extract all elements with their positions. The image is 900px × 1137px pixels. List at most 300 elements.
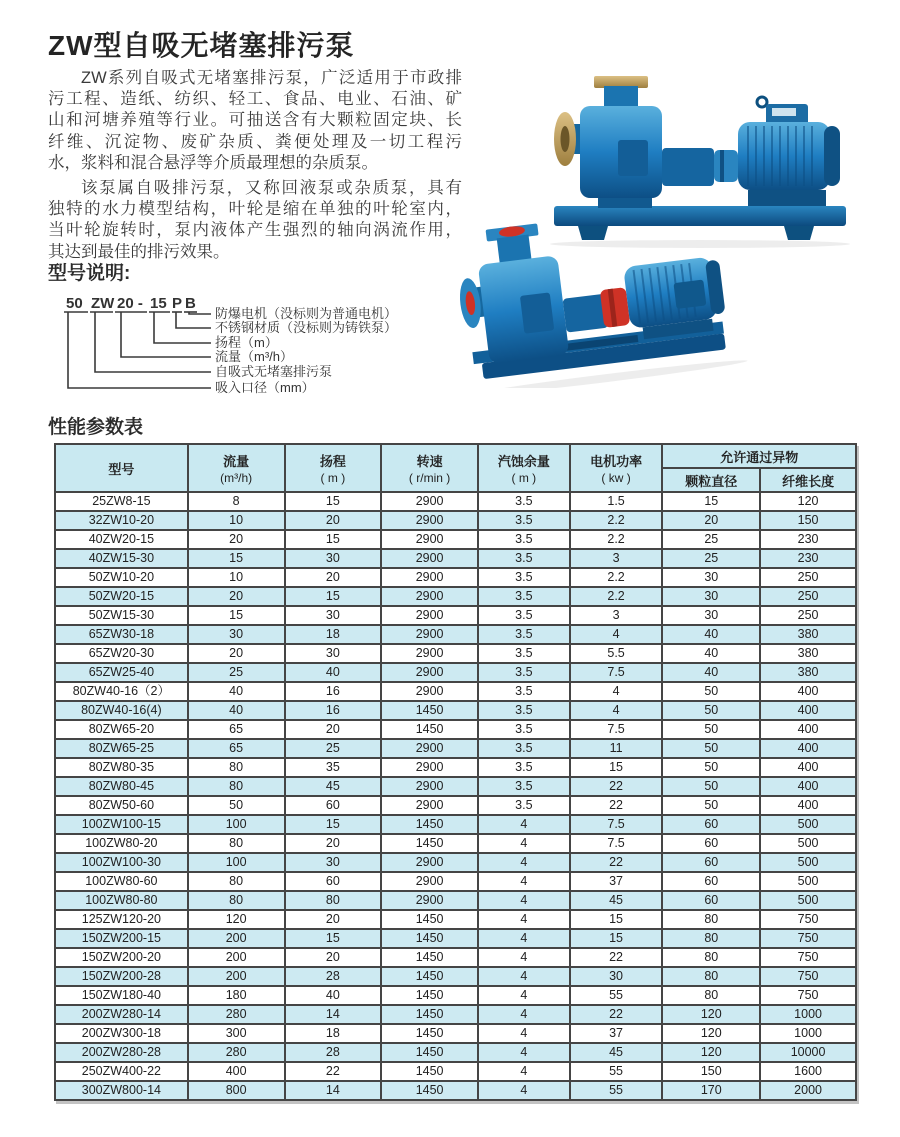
- cell-value: 1450: [381, 929, 478, 948]
- cell-value: 2900: [381, 606, 478, 625]
- cell-value: 3.5: [478, 777, 570, 796]
- cell-value: 3.5: [478, 796, 570, 815]
- cell-value: 30: [662, 568, 760, 587]
- cell-value: 22: [570, 777, 663, 796]
- cell-value: 14: [285, 1005, 382, 1024]
- cell-value: 18: [285, 625, 382, 644]
- cell-value: 3.5: [478, 701, 570, 720]
- cell-model: 65ZW30-18: [55, 625, 188, 644]
- col-header-speed-unit: ( r/min ): [408, 471, 451, 485]
- cell-value: 60: [662, 834, 760, 853]
- cell-value: 45: [570, 891, 663, 910]
- cell-model: 200ZW280-14: [55, 1005, 188, 1024]
- cell-value: 100: [188, 853, 285, 872]
- table-row: [55, 682, 856, 701]
- cell-value: 20: [662, 511, 760, 530]
- col-header-flow-label: 流量: [223, 454, 250, 469]
- cell-value: 15: [662, 492, 760, 511]
- performance-table: [54, 443, 857, 1101]
- cell-value: 380: [760, 663, 856, 682]
- cell-value: 4: [478, 815, 570, 834]
- cell-value: 750: [760, 967, 856, 986]
- diagram-label-suction: 吸入口径（mm）: [215, 380, 315, 395]
- table-row: [55, 872, 856, 891]
- cell-model: 65ZW20-30: [55, 644, 188, 663]
- cell-value: 40: [662, 663, 760, 682]
- cell-value: 2900: [381, 511, 478, 530]
- cell-value: 120: [662, 1005, 760, 1024]
- cell-value: 80: [662, 910, 760, 929]
- cell-value: 80: [662, 986, 760, 1005]
- table-row: [55, 929, 856, 948]
- cell-model: 80ZW80-35: [55, 758, 188, 777]
- table-row: [55, 663, 856, 682]
- cell-value: 15: [285, 929, 382, 948]
- paragraph-line: 水，浆料和混合悬浮等介质最理想的杂质泵。: [48, 153, 378, 172]
- cell-value: 22: [570, 948, 663, 967]
- cell-value: 50: [662, 682, 760, 701]
- cell-model: 80ZW40-16（2）: [55, 682, 188, 701]
- col-header-npsh: [478, 444, 570, 492]
- diagram-label-material: 不锈钢材质（没标则为铸铁泵）: [215, 320, 398, 335]
- table-row: [55, 815, 856, 834]
- cell-value: 15: [570, 929, 663, 948]
- cell-value: 16: [285, 682, 382, 701]
- cell-value: 2900: [381, 872, 478, 891]
- cell-value: 400: [760, 701, 856, 720]
- cell-value: 3.5: [478, 625, 570, 644]
- cell-value: 150: [760, 511, 856, 530]
- cell-value: 180: [188, 986, 285, 1005]
- table-row: [55, 568, 856, 587]
- cell-value: 60: [662, 872, 760, 891]
- table-row: [55, 625, 856, 644]
- cell-value: 2900: [381, 777, 478, 796]
- cell-value: 1450: [381, 1062, 478, 1081]
- cell-value: 1450: [381, 910, 478, 929]
- table-row: [55, 948, 856, 967]
- cell-value: 30: [662, 606, 760, 625]
- cell-value: 2900: [381, 796, 478, 815]
- cell-model: 80ZW40-16(4): [55, 701, 188, 720]
- cell-value: 50: [188, 796, 285, 815]
- col-header-head-label: 扬程: [319, 454, 346, 469]
- cell-value: 40: [662, 644, 760, 663]
- table-row: [55, 701, 856, 720]
- cell-model: 100ZW80-20: [55, 834, 188, 853]
- cell-value: 55: [570, 1062, 663, 1081]
- code-part-head: 15: [150, 295, 167, 312]
- cell-model: 100ZW80-60: [55, 872, 188, 891]
- table-row: [55, 606, 856, 625]
- cell-value: 4: [478, 910, 570, 929]
- cell-value: 250: [760, 606, 856, 625]
- cell-value: 20: [188, 587, 285, 606]
- cell-value: 8: [188, 492, 285, 511]
- cell-value: 5.5: [570, 644, 663, 663]
- cell-value: 750: [760, 948, 856, 967]
- cell-value: 4: [478, 1005, 570, 1024]
- code-part-material: P: [172, 295, 183, 312]
- cell-value: 3.5: [478, 739, 570, 758]
- cell-value: 80: [188, 758, 285, 777]
- cell-value: 4: [478, 1062, 570, 1081]
- cell-value: 10000: [760, 1043, 856, 1062]
- col-header-head-unit: ( m ): [320, 471, 346, 485]
- cell-model: 50ZW15-30: [55, 606, 188, 625]
- cell-value: 1450: [381, 1043, 478, 1062]
- cell-value: 230: [760, 549, 856, 568]
- cell-value: 30: [285, 606, 382, 625]
- cell-value: 2900: [381, 682, 478, 701]
- cell-value: 2900: [381, 853, 478, 872]
- cell-value: 60: [662, 853, 760, 872]
- table-row: [55, 777, 856, 796]
- cell-model: 80ZW80-45: [55, 777, 188, 796]
- cell-value: 2.2: [570, 587, 663, 606]
- cell-value: 3.5: [478, 682, 570, 701]
- cell-value: 20: [285, 910, 382, 929]
- cell-value: 65: [188, 720, 285, 739]
- cell-value: 2900: [381, 530, 478, 549]
- cell-value: 60: [662, 815, 760, 834]
- table-row: [55, 549, 856, 568]
- cell-value: 14: [285, 1081, 382, 1100]
- cell-model: 250ZW400-22: [55, 1062, 188, 1081]
- col-header-flow: [188, 444, 285, 492]
- cell-value: 15: [285, 815, 382, 834]
- cell-value: 80: [662, 967, 760, 986]
- cell-value: 25: [285, 739, 382, 758]
- col-header-fiber-length: 纤维长度: [760, 468, 856, 492]
- cell-model: 40ZW20-15: [55, 530, 188, 549]
- cell-value: 1000: [760, 1024, 856, 1043]
- cell-value: 3.5: [478, 492, 570, 511]
- pump-photo-2: [448, 196, 756, 388]
- cell-value: 2900: [381, 739, 478, 758]
- cell-value: 400: [760, 739, 856, 758]
- cell-value: 15: [285, 587, 382, 606]
- table-row: [55, 910, 856, 929]
- cell-value: 2900: [381, 549, 478, 568]
- table-row: [55, 796, 856, 815]
- cell-value: 80: [662, 948, 760, 967]
- cell-model: 200ZW280-28: [55, 1043, 188, 1062]
- cell-value: 7.5: [570, 720, 663, 739]
- cell-value: 30: [662, 587, 760, 606]
- cell-value: 80: [188, 834, 285, 853]
- cell-value: 300: [188, 1024, 285, 1043]
- cell-value: 4: [478, 986, 570, 1005]
- col-header-npsh-unit: ( m ): [511, 471, 537, 485]
- table-row: [55, 739, 856, 758]
- cell-value: 4: [478, 948, 570, 967]
- cell-model: 300ZW800-14: [55, 1081, 188, 1100]
- cell-value: 80: [285, 891, 382, 910]
- intro-paragraph-1: [48, 68, 462, 174]
- cell-value: 20: [285, 568, 382, 587]
- cell-value: 280: [188, 1043, 285, 1062]
- cell-value: 2.2: [570, 511, 663, 530]
- cell-value: 3: [570, 606, 663, 625]
- cell-value: 15: [570, 758, 663, 777]
- page-title: ZW型自吸无堵塞排污泵: [48, 30, 355, 61]
- cell-value: 1450: [381, 701, 478, 720]
- table-row: [55, 986, 856, 1005]
- cell-value: 22: [570, 853, 663, 872]
- table-row: [55, 758, 856, 777]
- cell-value: 1450: [381, 1024, 478, 1043]
- paragraph-line: 污工程、造纸、纺织、轻工、食品、电业、石油、矿: [48, 90, 462, 109]
- table-row: [55, 853, 856, 872]
- cell-value: 400: [760, 720, 856, 739]
- cell-value: 45: [570, 1043, 663, 1062]
- cell-value: 15: [285, 492, 382, 511]
- cell-value: 400: [760, 796, 856, 815]
- table-row: [55, 1081, 856, 1100]
- paragraph-line: ZW系列自吸式无堵塞排污泵，广泛适用于市政排: [81, 69, 462, 87]
- col-header-speed: [381, 444, 478, 492]
- cell-model: 40ZW15-30: [55, 549, 188, 568]
- cell-value: 500: [760, 891, 856, 910]
- cell-value: 16: [285, 701, 382, 720]
- cell-value: 50: [662, 777, 760, 796]
- cell-value: 40: [285, 663, 382, 682]
- cell-value: 750: [760, 986, 856, 1005]
- cell-value: 4: [570, 625, 663, 644]
- cell-value: 1450: [381, 720, 478, 739]
- cell-value: 400: [188, 1062, 285, 1081]
- cell-value: 30: [285, 853, 382, 872]
- cell-value: 20: [188, 644, 285, 663]
- cell-value: 7.5: [570, 834, 663, 853]
- cell-value: 11: [570, 739, 663, 758]
- cell-model: 65ZW25-40: [55, 663, 188, 682]
- cell-value: 7.5: [570, 815, 663, 834]
- cell-value: 30: [188, 625, 285, 644]
- cell-value: 1450: [381, 948, 478, 967]
- cell-value: 230: [760, 530, 856, 549]
- cell-value: 2900: [381, 492, 478, 511]
- paragraph-line: 独特的水力模型结构，叶轮是缩在单独的叶轮室内，: [48, 200, 462, 219]
- cell-value: 28: [285, 1043, 382, 1062]
- table-row: [55, 587, 856, 606]
- cell-value: 4: [570, 682, 663, 701]
- cell-value: 20: [285, 511, 382, 530]
- cell-value: 2.2: [570, 530, 663, 549]
- table-header-row-1: [55, 444, 856, 468]
- cell-value: 7.5: [570, 663, 663, 682]
- cell-value: 15: [570, 910, 663, 929]
- col-header-head: [285, 444, 382, 492]
- cell-value: 120: [760, 492, 856, 511]
- cell-value: 4: [478, 1081, 570, 1100]
- code-part-motor: B: [185, 295, 196, 312]
- model-section-heading: 型号说明:: [48, 263, 131, 284]
- cell-value: 2900: [381, 587, 478, 606]
- cell-value: 80: [188, 872, 285, 891]
- cell-value: 22: [570, 1005, 663, 1024]
- cell-value: 18: [285, 1024, 382, 1043]
- cell-value: 2900: [381, 568, 478, 587]
- cell-value: 30: [570, 967, 663, 986]
- cell-value: 60: [662, 891, 760, 910]
- cell-value: 250: [760, 587, 856, 606]
- table-row: [55, 492, 856, 511]
- cell-value: 2000: [760, 1081, 856, 1100]
- cell-value: 50: [662, 739, 760, 758]
- table-row: [55, 720, 856, 739]
- cell-value: 3.5: [478, 720, 570, 739]
- cell-value: 20: [285, 720, 382, 739]
- table-row: [55, 530, 856, 549]
- cell-value: 1450: [381, 967, 478, 986]
- code-part-suction: 50: [66, 295, 83, 312]
- cell-value: 4: [478, 967, 570, 986]
- cell-value: 120: [188, 910, 285, 929]
- cell-value: 500: [760, 853, 856, 872]
- cell-value: 30: [285, 549, 382, 568]
- cell-value: 1450: [381, 1081, 478, 1100]
- col-header-power-unit: ( kw ): [601, 471, 631, 485]
- cell-model: 80ZW50-60: [55, 796, 188, 815]
- cell-value: 1000: [760, 1005, 856, 1024]
- cell-value: 380: [760, 625, 856, 644]
- cell-value: 500: [760, 834, 856, 853]
- cell-value: 3.5: [478, 530, 570, 549]
- model-code-diagram: [55, 292, 475, 404]
- cell-value: 35: [285, 758, 382, 777]
- cell-value: 170: [662, 1081, 760, 1100]
- cell-value: 100: [188, 815, 285, 834]
- table-row: [55, 1043, 856, 1062]
- table-row: [55, 1005, 856, 1024]
- col-header-power-label: 电机功率: [590, 454, 643, 469]
- cell-value: 3: [570, 549, 663, 568]
- paragraph-line: 其达到最佳的排污效果。: [48, 242, 230, 261]
- cell-value: 15: [188, 549, 285, 568]
- cell-model: 100ZW100-30: [55, 853, 188, 872]
- col-header-speed-label: 转速: [416, 454, 443, 469]
- cell-model: 100ZW100-15: [55, 815, 188, 834]
- cell-value: 3.5: [478, 758, 570, 777]
- cell-value: 400: [760, 758, 856, 777]
- table-row: [55, 511, 856, 530]
- cell-value: 400: [760, 682, 856, 701]
- cell-value: 25: [662, 549, 760, 568]
- cell-value: 28: [285, 967, 382, 986]
- diagram-label-head: 扬程（m）: [215, 335, 278, 350]
- cell-value: 40: [188, 701, 285, 720]
- cell-value: 1600: [760, 1062, 856, 1081]
- cell-value: 1.5: [570, 492, 663, 511]
- cell-value: 4: [478, 891, 570, 910]
- cell-value: 4: [478, 1043, 570, 1062]
- cell-value: 3.5: [478, 568, 570, 587]
- cell-value: 2900: [381, 644, 478, 663]
- cell-model: 150ZW200-28: [55, 967, 188, 986]
- cell-value: 3.5: [478, 606, 570, 625]
- col-header-particle-diameter: 颗粒直径: [662, 468, 760, 492]
- cell-value: 200: [188, 967, 285, 986]
- col-header-model: 型号: [55, 444, 188, 492]
- cell-value: 4: [478, 1024, 570, 1043]
- cell-model: 50ZW10-20: [55, 568, 188, 587]
- cell-value: 2.2: [570, 568, 663, 587]
- cell-value: 1450: [381, 834, 478, 853]
- table-row: [55, 967, 856, 986]
- cell-value: 1450: [381, 1005, 478, 1024]
- cell-value: 2900: [381, 663, 478, 682]
- table-row: [55, 891, 856, 910]
- cell-value: 120: [662, 1043, 760, 1062]
- cell-value: 3.5: [478, 587, 570, 606]
- cell-value: 10: [188, 511, 285, 530]
- cell-value: 3.5: [478, 549, 570, 568]
- cell-value: 22: [570, 796, 663, 815]
- cell-value: 80: [188, 777, 285, 796]
- cell-value: 15: [188, 606, 285, 625]
- table-row: [55, 1062, 856, 1081]
- pump-assembly-2: [450, 200, 748, 388]
- cell-value: 200: [188, 929, 285, 948]
- cell-model: 50ZW20-15: [55, 587, 188, 606]
- cell-value: 20: [285, 948, 382, 967]
- cell-value: 800: [188, 1081, 285, 1100]
- cell-model: 125ZW120-20: [55, 910, 188, 929]
- diagram-label-flow: 流量（m³/h）: [215, 349, 294, 364]
- cell-value: 40: [662, 625, 760, 644]
- cell-value: 30: [285, 644, 382, 663]
- cell-value: 25: [662, 530, 760, 549]
- cell-value: 10: [188, 568, 285, 587]
- cell-value: 45: [285, 777, 382, 796]
- cell-value: 37: [570, 872, 663, 891]
- cell-value: 1450: [381, 986, 478, 1005]
- col-header-npsh-label: 汽蚀余量: [497, 454, 550, 469]
- paragraph-line: 当叶轮旋转时，泵内液体产生强烈的轴向涡流作用，: [48, 221, 462, 240]
- cell-value: 2900: [381, 758, 478, 777]
- cell-value: 50: [662, 720, 760, 739]
- cell-value: 40: [188, 682, 285, 701]
- cell-value: 80: [188, 891, 285, 910]
- cell-value: 750: [760, 910, 856, 929]
- cell-value: 200: [188, 948, 285, 967]
- cell-value: 4: [478, 929, 570, 948]
- table-row: [55, 834, 856, 853]
- cell-value: 4: [478, 853, 570, 872]
- cell-model: 100ZW80-80: [55, 891, 188, 910]
- paragraph-line: 该泵属自吸排污泵，又称回液泵或杂质泵，具有: [81, 179, 462, 197]
- cell-model: 32ZW10-20: [55, 511, 188, 530]
- cell-model: 200ZW300-18: [55, 1024, 188, 1043]
- diagram-label-motor: 防爆电机（没标则为普通电机）: [215, 306, 398, 321]
- cell-value: 60: [285, 872, 382, 891]
- cell-value: 380: [760, 644, 856, 663]
- cell-value: 55: [570, 1081, 663, 1100]
- cell-value: 50: [662, 796, 760, 815]
- cell-value: 250: [760, 568, 856, 587]
- cell-value: 20: [285, 834, 382, 853]
- cell-value: 22: [285, 1062, 382, 1081]
- cell-value: 280: [188, 1005, 285, 1024]
- col-header-power: [570, 444, 663, 492]
- paragraph-line: 山和河塘养殖等行业。可抽送含有大颗粒固定块、长: [48, 111, 462, 130]
- col-header-flow-unit: (m³/h): [220, 471, 253, 485]
- table-section-heading: 性能参数表: [48, 417, 144, 438]
- cell-value: 55: [570, 986, 663, 1005]
- cell-value: 4: [478, 872, 570, 891]
